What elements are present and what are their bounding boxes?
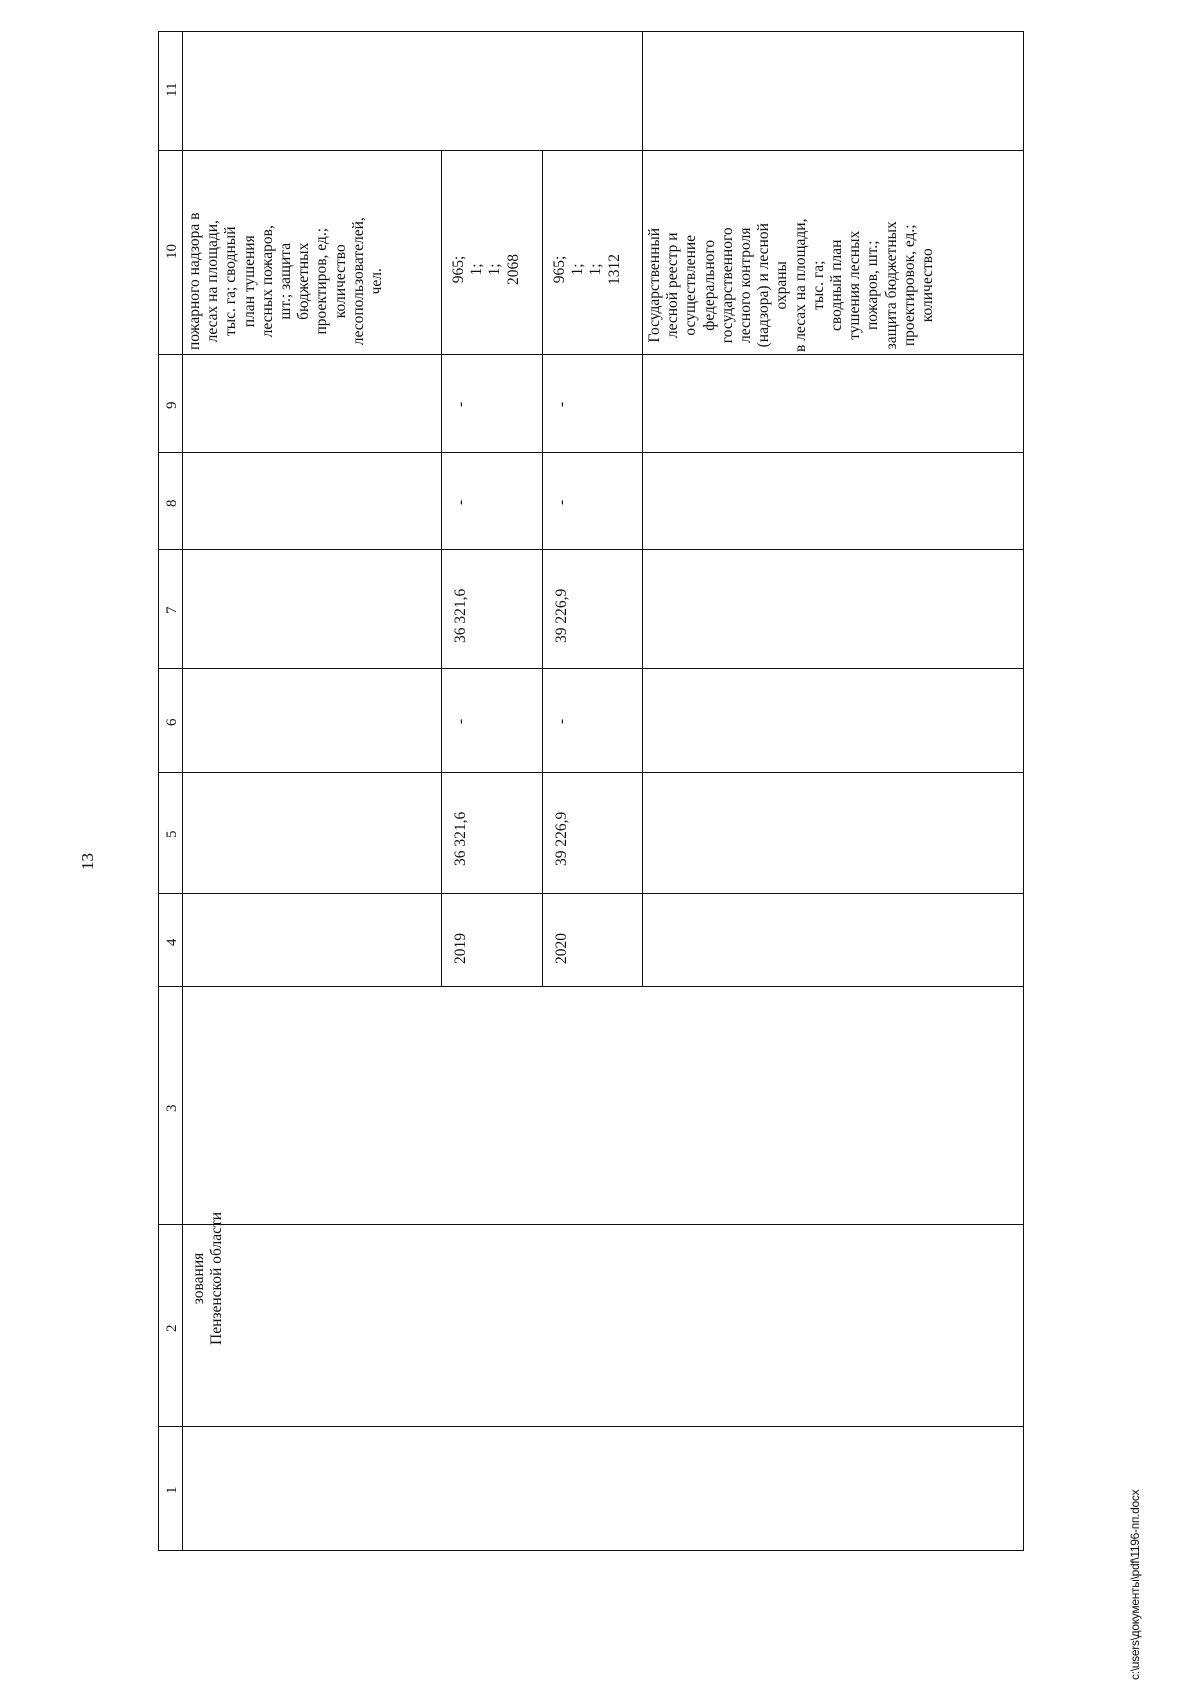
row-2020-col10-line: 1;: [587, 263, 605, 276]
file-path: c:\users\документы\pdf\1196-пп.docx: [1128, 1489, 1142, 1680]
col-number-5: 5: [164, 830, 180, 838]
col-number-3: 3: [164, 1104, 180, 1112]
col10-bottom-line: лесного контроля: [737, 227, 755, 343]
col2-line-2: Пензенской области: [208, 1211, 226, 1345]
col-boundary-4-5: [158, 893, 1024, 894]
col-boundary-5-6: [158, 772, 1024, 773]
row-2019-col7: 36 321,6: [452, 588, 469, 643]
col10-top-line: план тушения: [240, 235, 258, 328]
row-2019-col10: [450, 254, 523, 285]
col10-top-line: тыс. га; сводный: [222, 226, 240, 337]
col10-top-line: лесопользователей,: [349, 217, 367, 346]
col-boundary-1-2: [158, 1426, 1024, 1427]
col10-top-line: проектиров, ед.;: [313, 227, 331, 335]
row-2020-col6: -: [553, 718, 570, 724]
col10-bottom-line: (надзора) и лесной: [755, 223, 773, 348]
col10-bottom-line: пожаров, шт.;: [864, 240, 882, 331]
col-boundary-6-7: [158, 668, 1024, 669]
col10-bottom-line: тыс. га;: [809, 260, 827, 310]
col10-top-line: пожарного надзора в: [186, 212, 203, 350]
col2-text: [190, 1212, 226, 1345]
col10-top-text: [186, 213, 386, 351]
col10-bottom-line: государственного: [718, 227, 736, 344]
row-2020-col10-line: 965;: [551, 255, 568, 284]
col10-bottom-line: Государственный: [646, 227, 663, 343]
row-2020-col10-line: 1;: [569, 263, 587, 276]
col10-bottom-line: федерального: [700, 239, 718, 331]
row-2019-col10-line: 1;: [468, 263, 486, 276]
col10-bottom-line: охраны: [773, 261, 791, 310]
page-number: 13: [78, 853, 97, 870]
col10-bottom-line: лесной реестр и: [664, 232, 682, 339]
row-2020-col8: -: [553, 499, 570, 505]
col-number-8: 8: [164, 499, 180, 507]
col10-top-line: бюджетных: [295, 242, 313, 320]
col10-bottom-line: осуществление: [682, 234, 700, 336]
col-boundary-9-10: [158, 354, 1024, 355]
header-row-divider: [182, 31, 183, 1551]
col-number-9: 9: [164, 401, 180, 409]
col10-bottom-line: количество: [919, 248, 937, 323]
col10-bottom-text: [646, 219, 937, 352]
col-boundary-7-8: [158, 549, 1024, 550]
row-2020-col7: 39 226,9: [553, 588, 570, 643]
col-number-10: 10: [164, 244, 180, 259]
col-number-11: 11: [164, 82, 180, 97]
col10-bottom-line: защита бюджетных: [882, 221, 900, 350]
col-number-7: 7: [164, 606, 180, 614]
row-2019-col5: 36 321,6: [452, 811, 469, 866]
row-2019-year: 2019: [452, 933, 469, 964]
row-2019-col10-line: 965;: [450, 255, 467, 284]
col-boundary-3-4: [158, 986, 1024, 987]
col10-top-line: количество: [331, 244, 349, 319]
row-2020-col10: [551, 254, 624, 285]
col10-top-line: шт.; защита: [277, 242, 295, 320]
row-divider-2020: [542, 150, 543, 986]
col10-bottom-line: проектировок, ед.;: [900, 224, 918, 347]
col2-line-1: зования: [190, 1252, 207, 1305]
col-number-6: 6: [164, 718, 180, 726]
col10-top-line: лесах на площади,: [204, 220, 222, 343]
row-divider-2019: [441, 150, 442, 986]
col10-bottom-line: тушения лесных: [846, 230, 864, 340]
col-number-4: 4: [164, 938, 180, 946]
row-2019-col10-line: 2068: [504, 254, 522, 285]
row-2020-col9: -: [553, 401, 570, 407]
col-boundary-2-3: [158, 1224, 1024, 1225]
col10-top-line: лесных пожаров,: [258, 225, 276, 338]
row-divider-bottom-block: [642, 31, 643, 986]
col-boundary-8-9: [158, 452, 1024, 453]
row-2020-col5: 39 226,9: [553, 811, 570, 866]
col-number-2: 2: [164, 1324, 180, 1332]
row-2019-col9: -: [452, 401, 469, 407]
col10-bottom-line: в лесах на площади,: [791, 218, 809, 352]
row-2019-col6: -: [452, 718, 469, 724]
col10-top-line: чел.: [368, 268, 386, 295]
row-2020-col10-line: 1312: [605, 254, 623, 285]
col-boundary-10-11: [158, 150, 1024, 151]
col10-bottom-line: сводный план: [828, 239, 846, 331]
row-2019-col8: -: [452, 499, 469, 505]
row-2019-col10-line: 1;: [486, 263, 504, 276]
col-number-1: 1: [164, 1486, 180, 1494]
row-2020-year: 2020: [553, 933, 570, 964]
